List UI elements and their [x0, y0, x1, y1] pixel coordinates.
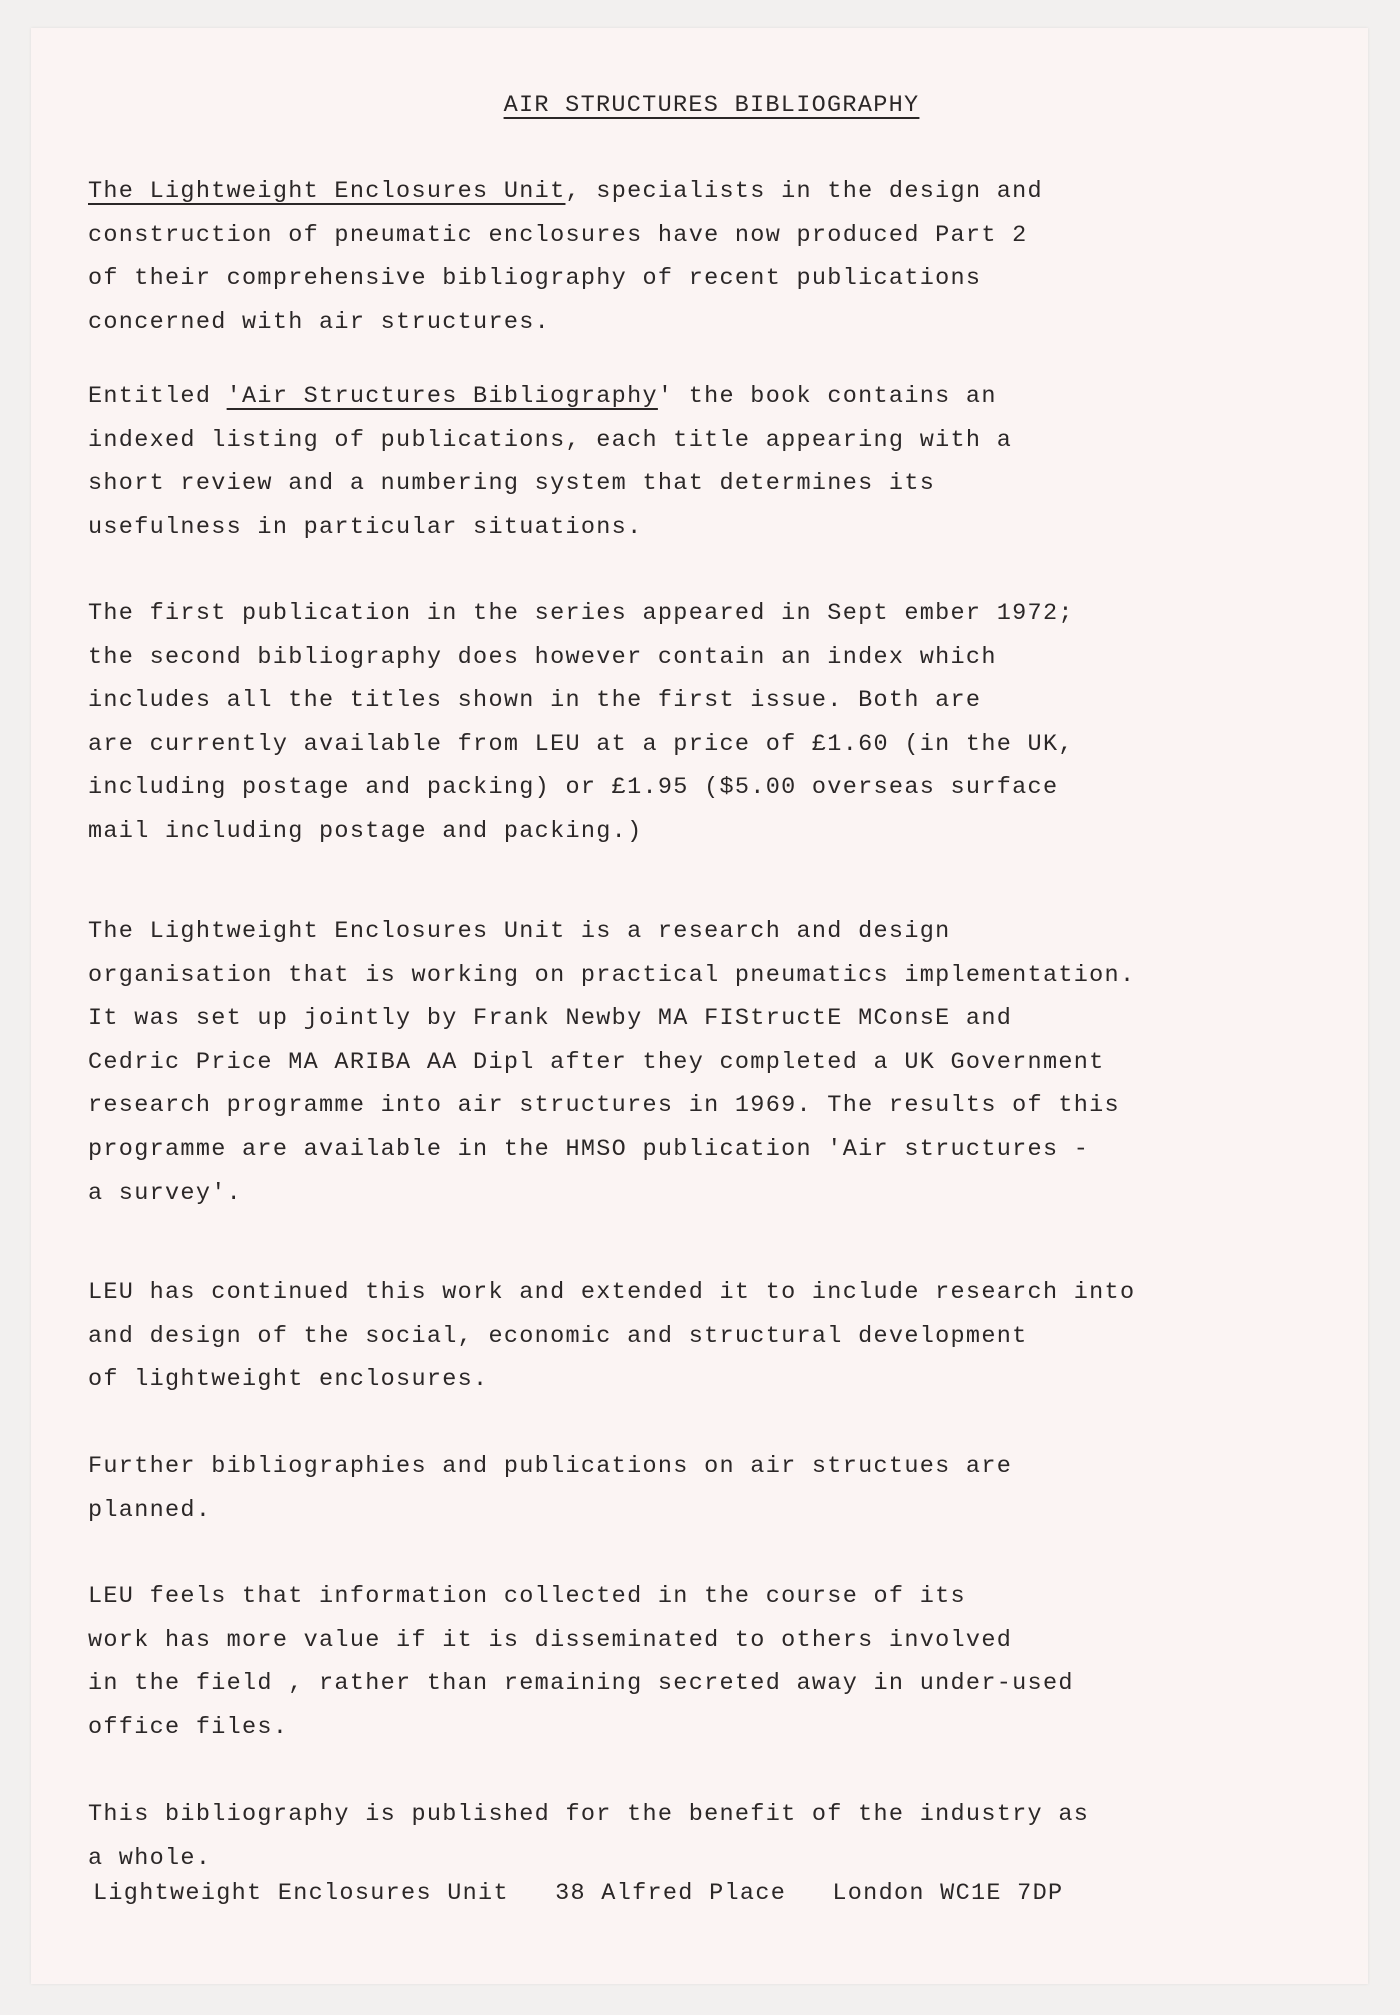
text-line: [88, 679, 1348, 723]
text-fragment: construction of pneumatic enclosures have now produced Part 2: [88, 221, 1028, 249]
text-line: [88, 1662, 1348, 1706]
text-line: [88, 997, 1348, 1041]
underlined-text: 'Air Structures Bibliography: [226, 383, 658, 410]
text-line: [88, 723, 1348, 767]
text-fragment: Further bibliographies and publications on air structues are: [88, 1453, 1013, 1480]
text-line: [88, 910, 1348, 954]
text-line: [88, 592, 1348, 636]
paragraph-continued-work: [88, 1271, 1348, 1402]
text-fragment: of their comprehensive bibliography of recent publications: [88, 265, 982, 293]
text-fragment: concerned with air structures.: [88, 308, 551, 336]
text-line: [88, 636, 1348, 680]
text-fragment: including postage and packing) or £1.95 ($5.00 overseas surface: [88, 774, 1059, 802]
footer-street-address: 38 Alfred Place: [555, 1880, 787, 1907]
text-line: [88, 214, 1348, 258]
text-line: [88, 1706, 1348, 1750]
footer-address: [93, 1880, 1063, 1907]
text-fragment: , specialists in the design and: [565, 178, 1043, 205]
text-line: [88, 257, 1348, 301]
text-line: [88, 1358, 1348, 1402]
text-line: [88, 1489, 1348, 1533]
paragraph-information-value: [88, 1575, 1348, 1749]
text-fragment: LEU has continued this work and extended it to include research into: [88, 1279, 1136, 1306]
text-fragment: office files.: [88, 1713, 289, 1741]
text-fragment: The first publication in the series appeared in Sept ember 1972;: [88, 600, 1074, 627]
text-line: [88, 375, 1348, 419]
text-fragment: Entitled: [88, 383, 227, 410]
text-fragment: programme are available in the HMSO publication 'Air structures -: [88, 1135, 1090, 1163]
text-fragment: and design of the social, economic and structural development: [88, 1322, 1028, 1350]
document-title: AIR STRUCTURES BIBLIOGRAPHY: [503, 92, 920, 119]
paragraph-availability: [88, 592, 1348, 854]
text-line: [88, 1793, 1348, 1837]
text-fragment: organisation that is working on practical pneumatics implementation.: [88, 961, 1136, 989]
text-line: [88, 506, 1348, 550]
text-line: [88, 1271, 1348, 1315]
text-fragment: research programme into air structures in 1969. The results of this: [88, 1092, 1120, 1120]
text-line: [88, 766, 1348, 810]
paragraph-intro: [88, 170, 1348, 344]
text-line: [88, 954, 1348, 998]
text-line: [88, 1575, 1348, 1619]
text-fragment: the second bibliography does however contain an index which: [88, 643, 997, 671]
text-fragment: a whole.: [88, 1844, 212, 1872]
paragraph-benefit: [88, 1793, 1348, 1880]
paragraph-about-leu: [88, 910, 1348, 1215]
text-fragment: mail including postage and packing.): [88, 817, 643, 845]
text-line: [88, 419, 1348, 463]
text-line: [88, 1619, 1348, 1663]
text-line: [88, 170, 1348, 214]
text-fragment: ' the book contains an: [657, 383, 997, 410]
text-line: [88, 301, 1348, 345]
text-line: [88, 1445, 1348, 1489]
text-fragment: The Lightweight Enclosures Unit is a research and design: [88, 918, 951, 945]
footer-city: London WC1E 7DP: [832, 1880, 1064, 1907]
text-line: [88, 462, 1348, 506]
text-fragment: work has more value if it is disseminated to others involved: [88, 1626, 1013, 1654]
text-fragment: indexed listing of publications, each title appearing with a: [88, 426, 1013, 454]
text-line: [88, 810, 1348, 854]
underlined-text: The Lightweight Enclosures Unit: [88, 178, 566, 205]
text-fragment: It was set up jointly by Frank Newby MA FIStructE MConsE and: [88, 1005, 1013, 1033]
text-fragment: LEU feels that information collected in the course of its: [88, 1583, 966, 1610]
text-line: [88, 1172, 1348, 1216]
text-line: [88, 1837, 1348, 1881]
text-fragment: This bibliography is published for the benefit of the industry as: [88, 1801, 1090, 1828]
text-fragment: includes all the titles shown in the first issue. Both are: [88, 687, 982, 715]
text-fragment: usefulness in particular situations.: [88, 513, 643, 541]
text-fragment: planned.: [88, 1496, 212, 1524]
text-line: [88, 1128, 1348, 1172]
paragraph-book-description: [88, 375, 1348, 549]
footer-organisation-name: Lightweight Enclosures Unit: [93, 1880, 509, 1907]
text-line: [88, 1084, 1348, 1128]
text-fragment: in the field , rather than remaining secreted away in under-used: [88, 1670, 1074, 1698]
text-fragment: short review and a numbering system that determines its: [88, 470, 936, 498]
document-page: [31, 28, 1368, 1984]
text-fragment: of lightweight enclosures.: [88, 1366, 489, 1394]
text-fragment: a survey'.: [88, 1179, 243, 1207]
paragraph-further-publications: [88, 1445, 1348, 1532]
text-fragment: are currently available from LEU at a price of £1.60 (in the UK,: [88, 730, 1074, 758]
text-fragment: Cedric Price MA ARIBA AA Dipl after they completed a UK Government: [88, 1048, 1105, 1076]
text-line: [88, 1041, 1348, 1085]
text-line: [88, 1315, 1348, 1359]
